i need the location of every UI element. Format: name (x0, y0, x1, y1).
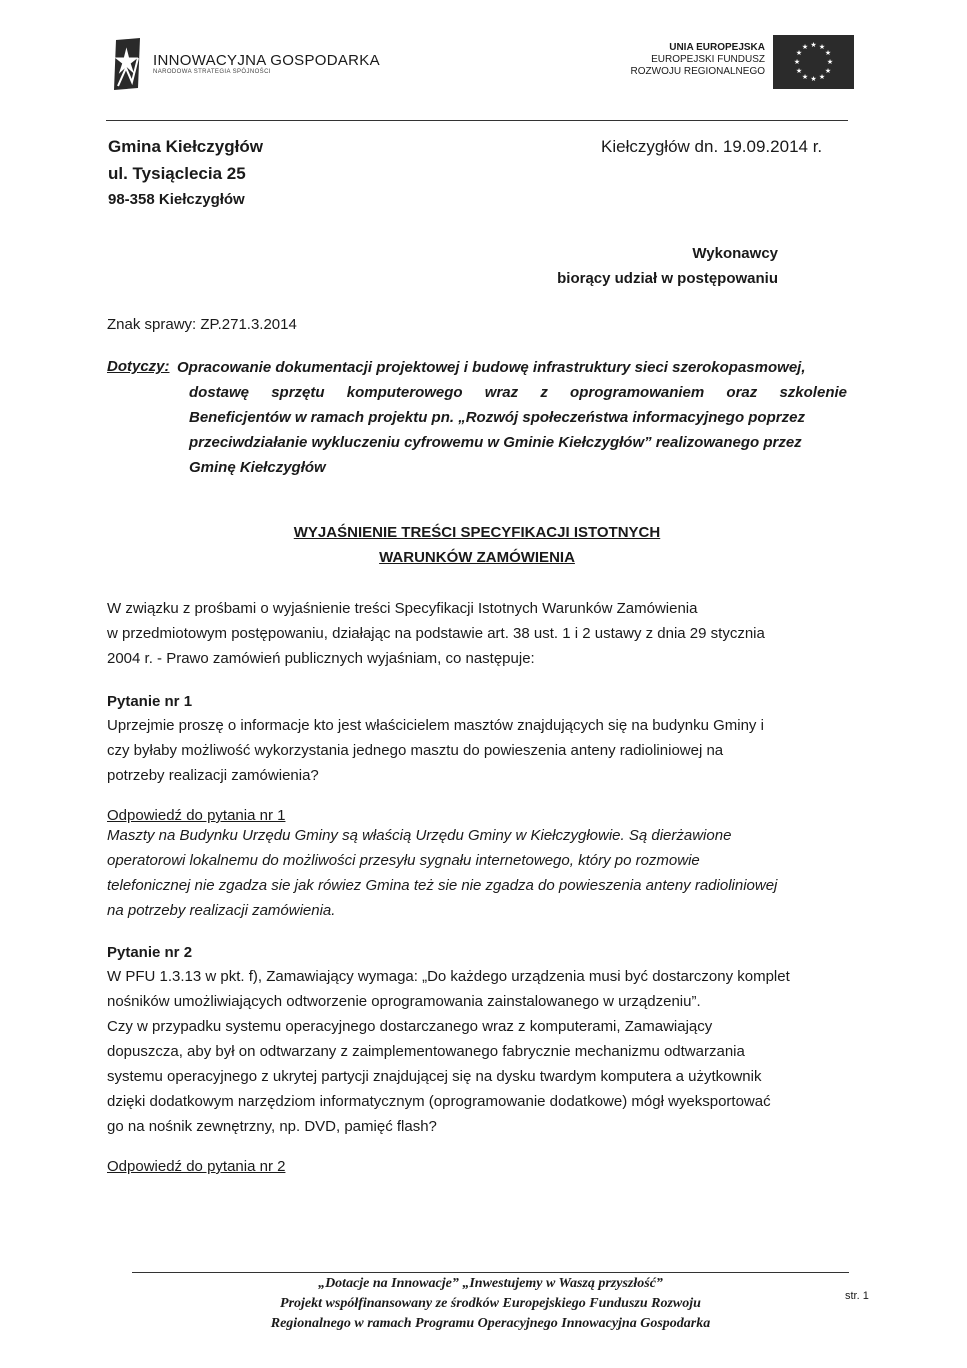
svg-text:★: ★ (793, 58, 801, 66)
question-2-title: Pytanie nr 2 (107, 944, 193, 961)
svg-text:★: ★ (818, 73, 826, 81)
answer-1-title: Odpowiedź do pytania nr 1 (107, 807, 286, 824)
answer-1-line-2: operatorowi lokalnemu do możliwości przesyłu sygnału internetowego, który po rozmowie (107, 852, 700, 869)
footer-line-3: Regionalnego w ramach Programu Operacyjnego Innowacyjna Gospodarka (270, 1316, 711, 1331)
document-heading-line-2: WARUNKÓW ZAMÓWIENIA (379, 549, 575, 566)
question-1-line-3: potrzeby realizacji zamówienia? (107, 767, 319, 784)
question-2-line-5: systemu operacyjnego z ukrytej partycji znajdującej się na dysku twardym komputera a użytkownik (107, 1068, 762, 1085)
subject-line-3: Beneficjentów w ramach projektu pn. „Rozwój społeczeństwa informacyjnego poprzez (189, 409, 805, 426)
brand-subtitle: NARODOWA STRATEGIA SPÓJNOŚCI (153, 69, 271, 75)
svg-text:★: ★ (818, 43, 826, 51)
svg-text:★: ★ (824, 67, 832, 75)
question-1-line-1: Uprzejmie proszę o informacje kto jest właścicielem masztów znajdujących się na budynku Gminy i (107, 717, 764, 734)
question-2-line-6: dzięki dodatkowym narzędziom informatycznym (oprogramowanie dodatkowe) mógł wyeksportować (107, 1093, 771, 1110)
sender-name: Gmina Kiełczygłów (108, 137, 263, 156)
intro-line-2: w przedmiotowym postępowaniu, działając na podstawie art. 38 ust. 1 i 2 ustawy z dnia 29 stycznia (107, 625, 765, 642)
recipient-line-2: biorący udział w postępowaniu (557, 270, 778, 287)
eu-fund-label (631, 42, 765, 78)
svg-text:★: ★ (795, 49, 803, 57)
page-number: str. 1 (845, 1290, 869, 1302)
eu-line-2: EUROPEJSKI FUNDUSZ (651, 54, 765, 65)
brand-name: INNOWACYJNA GOSPODARKA (153, 52, 380, 69)
subject-line-5: Gminę Kiełczygłów (189, 459, 326, 476)
question-2-line-7: go na nośnik zewnętrzny, np. DVD, pamięć flash? (107, 1118, 437, 1135)
question-1-title: Pytanie nr 1 (107, 693, 193, 710)
answer-1-line-1: Maszty na Budynku Urzędu Gminy są właścią Urzędu Gminy w Kiełczygłowie. Są dierżawione (107, 827, 732, 844)
intro-line-1: W związku z prośbami o wyjaśnienie treści Specyfikacji Istotnych Warunków Zamówienia (107, 600, 698, 617)
subject-line-1: Opracowanie dokumentacji projektowej i budowę infrastruktury sieci szerokopasmowej, (177, 359, 806, 376)
innowacyjna-gospodarka-logo-icon (112, 38, 142, 90)
subject-line-4: przeciwdziałanie wykluczeniu cyfrowemu w Gminie Kiełczygłów” realizowanego przez (189, 434, 802, 451)
recipient-block (545, 241, 778, 291)
eu-flag-icon (773, 35, 854, 89)
svg-text:★: ★ (795, 67, 803, 75)
svg-text:★: ★ (801, 43, 809, 51)
date-line: Kiełczygłów dn. 19.09.2014 r. (601, 137, 823, 156)
eu-line-1: UNIA EUROPEJSKA (669, 42, 765, 53)
svg-text:★: ★ (824, 49, 832, 57)
svg-text:★: ★ (801, 73, 809, 81)
svg-text:★: ★ (810, 41, 817, 49)
question-2-line-3: Czy w przypadku systemu operacyjnego dostarczanego wraz z komputerami, Zamawiający (107, 1018, 713, 1035)
sender-street: ul. Tysiąclecia 25 (108, 164, 246, 183)
answer-2-title: Odpowiedź do pytania nr 2 (107, 1158, 286, 1175)
subject-label: Dotyczy: (107, 358, 170, 375)
svg-text:★: ★ (826, 58, 834, 66)
question-2-line-1: W PFU 1.3.13 w pkt. f), Zamawiający wymaga: „Do każdego urządzenia musi być dostarczony komplet (107, 968, 790, 985)
document-heading-line-1: WYJAŚNIENIE TREŚCI SPECYFIKACJI ISTOTNYCH (293, 524, 661, 541)
header-divider (106, 120, 848, 121)
case-number: Znak sprawy: ZP.271.3.2014 (107, 316, 297, 333)
sender-city: 98-358 Kiełczygłów (108, 191, 245, 208)
svg-text:★: ★ (810, 75, 817, 83)
answer-1-line-3: telefonicznej nie zgadza sie jak rówiez Gmina też sie nie zgadza do powieszenia anteny radioliniowej (107, 877, 778, 894)
footer-line-1: „Dotacje na Innowacje” „Inwestujemy w Waszą przyszłość” (318, 1276, 663, 1291)
answer-1-line-4: na potrzeby realizacji zamówienia. (107, 902, 336, 919)
subject-line-2: dostawę sprzętu komputerowego wraz z oprogramowaniem oraz szkolenie (189, 384, 847, 401)
intro-line-3: 2004 r. - Prawo zamówień publicznych wyjaśniam, co następuje: (107, 650, 535, 667)
question-2-line-4: dopuszcza, aby był on odtwarzany z zaimplementowanego fabrycznie mechanizmu odtwarzania (107, 1043, 745, 1060)
recipient-line-1: Wykonawcy (692, 245, 778, 262)
footer-line-2: Projekt współfinansowany ze środków Europejskiego Funduszu Rozwoju (280, 1296, 701, 1311)
question-2-line-2: nośników umożliwiających odtworzenie oprogramowania zainstalowanego w urządzeniu”. (107, 993, 701, 1010)
eu-line-3: ROZWOJU REGIONALNEGO (630, 66, 765, 77)
question-1-line-2: czy byłaby możliwość wykorzystania jednego masztu do powieszenia anteny radioliniowej na (107, 742, 724, 759)
